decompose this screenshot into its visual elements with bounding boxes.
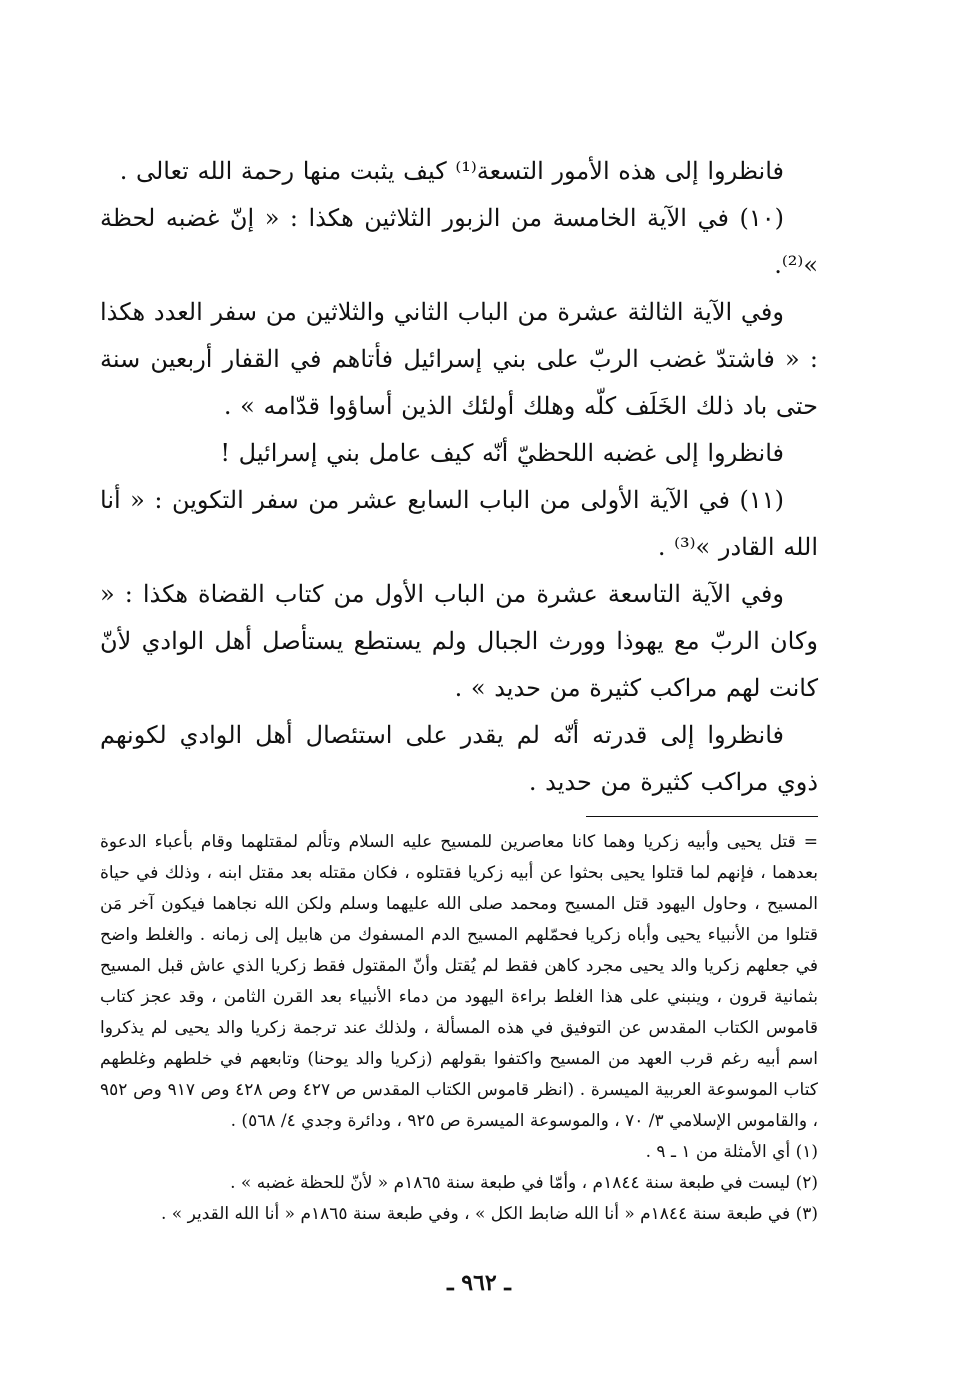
- paragraph: فانظروا إلى هذه الأمور التسعة⁽¹⁾ كيف يثبت منها رحمة الله تعالى .: [119, 157, 784, 185]
- footnote-divider: [586, 816, 818, 817]
- paragraph: فانظروا إلى غضبه اللحظيّ أنّه كيف عامل بني إسرائيل !: [220, 439, 784, 467]
- book-page: [100, 148, 818, 1230]
- paragraph: فانظروا إلى قدرته أنّه لم يقدر على استئصال أهل الوادي لكونهم ذوي مراكب كثيرة من حديد .: [100, 721, 818, 796]
- page-number: ـ ٩٦٢ ـ: [447, 1270, 511, 1296]
- paragraph: (١٠) في الآية الخامسة من الزبور الثلاثين هكذا : « إنّ غضبه لحظة »⁽²⁾.: [100, 204, 818, 279]
- paragraph: وفي الآية التاسعة عشرة من الباب الأول من كتاب القضاة هكذا : « وكان الربّ مع يهوذا وورث الجبال ولم يستطع يستأصل أهل الوادي لأنّ كانت لهم مراكب كثيرة من حديد » .: [100, 580, 818, 702]
- footnote-1: (١) أي الأمثلة من ١ ـ ٩ .: [645, 1142, 818, 1162]
- paragraph: (١١) في الآية الأولى من الباب السابع عشر من سفر التكوين : « أنا الله القادر »⁽³⁾ .: [100, 486, 818, 561]
- footnote-continued: = قتل يحيى وأبيه زكريا وهما كانا معاصرين للمسيح عليه السلام وتألم لمقتلهما وقام بأعباء الدعوة بعدهما ، فإنهم لما قتلوا يحيى بحثوا عن أبيه زكريا فقتلوه ، فكان مقتله بعد مقتل ابنه ، وذلك في حياة المسيح ، وحاول اليهود قتل المسيح ومحمد صلى الله عليهما وسلم ولكن الله نجاهما فيكون آخر مَن قتلوا من الأنبياء يحيى وأباه زكريا فحمّلهم المسيح الدم المسفوك من هابيل إلى زمانه . والغلط واضح في جعلهم زكريا والد يحيى مجرد كاهن فقط لم يُقتل وأنّ المقتول فقط زكريا الذي عاش قبل المسيح بثمانية قرون ، وينبني على هذا الغلط براءة اليهود من دماء الأنبياء بعد القرن الثامن ، وقد عجز كتاب قاموس الكتاب المقدس عن التوفيق في هذه المسألة ، ولذلك عند ترجمة زكريا والد يحيى لم يذكروا اسم أبيه رغم قرب العهد من المسيح واكتفوا بقولهم (زكريا والد يوحنا) وتابعهم في خلطهم وغلطهم كتاب الموسوعة العربية الميسرة . (انظر قاموس الكتاب المقدس ص ٤٢٧ وص ٤٢٨ وص ٩١٧ وص ٩٥٢ ، والقاموس الإسلامي ٣/ ٧٠ ، والموسوعة الميسرة ص ٩٢٥ ، ودائرة وجدي ٤/ ٥٦٨) .: [100, 832, 818, 1131]
- footnote-2: (٢) ليست في طبعة سنة ١٨٤٤م ، وأمّا في طبعة سنة ١٨٦٥م « لأنّ للحظة غضبه » .: [230, 1173, 818, 1193]
- footnotes: [100, 827, 818, 1230]
- main-text: [100, 148, 818, 806]
- paragraph: وفي الآية الثالثة عشرة من الباب الثاني والثلاثين من سفر العدد هكذا : « فاشتدّ غضب الربّ على بني إسرائيل فأتاهم في القفار أربعين سنة حتى باد ذلك الخَلَف كلّه وهلك أولئك الذين أساؤوا قدّامه » .: [100, 298, 818, 420]
- footnote-3: (٣) في طبعة سنة ١٨٤٤م « أنا الله ضابط الكل » ، وفي طبعة سنة ١٨٦٥م « أنا الله القدير » .: [161, 1204, 818, 1224]
